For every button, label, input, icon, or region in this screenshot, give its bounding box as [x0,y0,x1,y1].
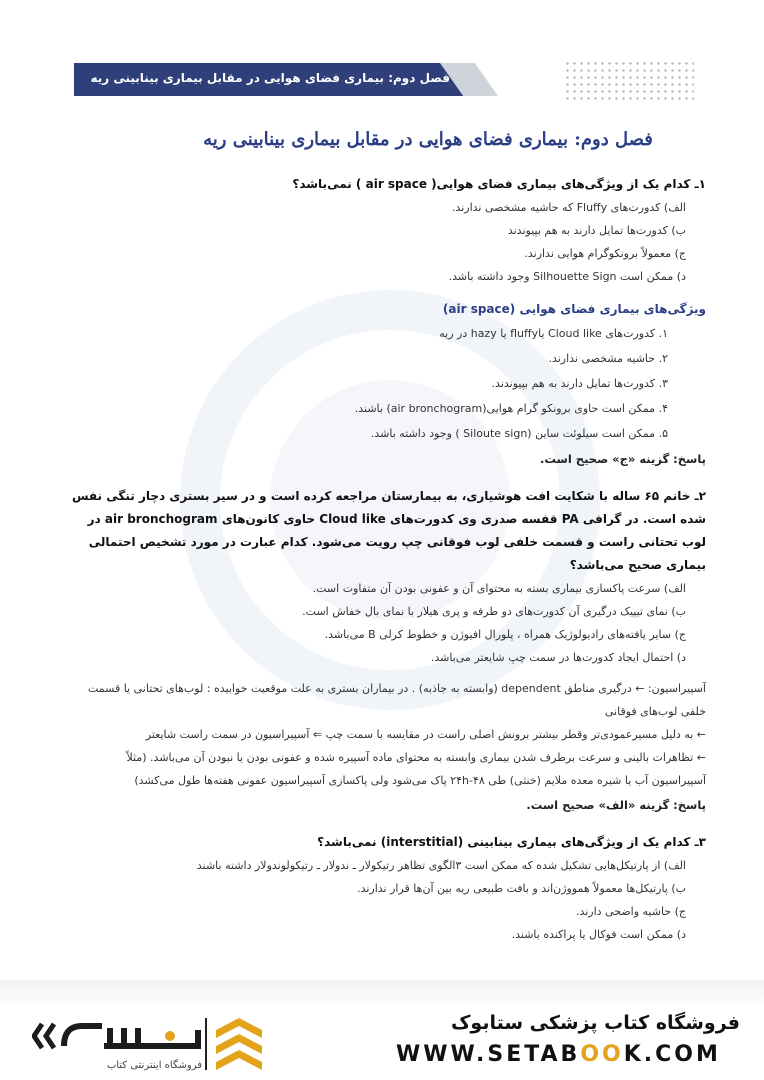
question-3: ۳ـ کدام یک از ویژگی‌های بیماری بینابینی (interstitial) نمی‌باشد؟ [317,835,706,849]
feature-item: ۵. ممکن است سیلوئت ساین (Siloute sign ) وجود داشته باشد. [370,427,668,440]
question-2-option-d: د) احتمال ایجاد کدورت‌ها در سمت چپ شایعتر می‌باشد. [430,651,686,664]
footer-shop-name: فروشگاه کتاب پزشکی ستابوک [450,1012,740,1034]
question-1-option-c: ج) معمولاً برونکوگرام هوایی ندارند. [524,247,686,260]
url-highlight-o: O [602,1042,624,1067]
header-dot-pattern [564,60,694,100]
explanation-note: ← به دلیل مسیرعمودی‌تر وقطر بیشتر برونش اصلی راست در مقایسه با سمت چپ ⇐ آسپیراسیون در سمت راست شایعتر [145,728,706,741]
question-2-option-a: الف) سرعت پاکسازی بیماری بسته به محتوای آن و عفونی بودن آن متفاوت است. [312,582,686,595]
explanation-note: آسپیراسیون: ← درگیری مناطق dependent (وابسته به جاذبه) . در بیماران بستری به علت موقعیت خوابیده : لوب‌های تحتانی یا قسمت خلفی لوب‌های فوقانی [87,682,706,718]
feature-item: ۱. کدورت‌های Cloud like یاfluffy یا hazy در ریه [439,327,668,340]
feature-item: ۲. حاشیه مشخصی ندارند. [548,352,668,365]
air-space-features-title: ویژگی‌های بیماری فضای هوایی (air space) [442,302,706,316]
question-3-option-d: د) ممکن است فوکال یا پراکنده باشند. [511,928,686,941]
question-3-option-b: ب) پارتیکل‌ها معمولاً همووژن‌اند و بافت طبیعی ریه بین آن‌ها قرار ندارند. [357,882,686,895]
explanation-note: ← تظاهرات بالینی و سرعت برطرف شدن بیماری وابسته به محتوای ماده آسپیره شده و عفونی بودن یا نبودن آن می‌باشد. (مثلاً آسپیراسیون آب یا شیره معده ملایم (خنثی) طی ۲۴h-۴۸ پاک می‌شود ولی پاکسازی آسپیراسیون عفونی هفته‌ها طول می‌کشد) [126,751,706,787]
page-content [70,128,706,946]
question-1-answer: پاسخ: گزینه «ج» صحیح است. [540,452,706,466]
feature-item: ۴. ممکن است حاوی برونکو گرام هوایی(air bronchogram) باشند. [354,402,668,415]
question-1: ۱ـ کدام یک از ویژگی‌های بیماری فضای هوایی( air space ) نمی‌باشد؟ [292,177,706,191]
question-1-option-b: ب) کدورت‌ها تمایل دارند به هم بپیوندند [507,224,686,237]
question-2-answer: پاسخ: گزینه «الف» صحیح است. [526,798,706,812]
question-2-option-b: ب) نمای تیپیک درگیری آن کدورت‌های دو طرفه و پری هیلار با نمای بال خفاش است. [302,605,686,618]
running-header-title: فصل دوم: بیماری فضای هوایی در مقابل بیماری بینابینی ریه [90,71,450,85]
footer-website-url[interactable] [396,1042,750,1067]
url-highlight-o: O [580,1042,603,1067]
question-2-option-c: ج) سایر یافته‌های رادیولوژیک همراه ، پلورال افیوژن و خطوط کرلی B می‌باشد. [324,628,686,641]
footer-divider [205,1018,207,1070]
question-3-option-a: الف) از پارتیکل‌هایی تشکیل شده که ممکن است ۳الگوی تظاهر رتیکولار ـ ندولار ـ رتیکولوندولار داشته باشند [196,859,686,872]
chapter-title: فصل دوم: بیماری فضای هوایی در مقابل بیماری بینابینی ریه [203,129,653,150]
question-2: ۲ـ خانم ۶۵ ساله با شکایت افت هوشیاری، به بیمارستان مراجعه کرده است و در سیر بستری دچار تنگی نفس شده است. در گرافی PA قفسه صدری وی کدورت‌های Cloud like حاوی کانون‌های air bronchogram در لوب تحتانی راست و قسمت خلفی لوب فوقانی چپ رویت می‌شود. کدام عبارت در مورد تشخیص احتمالی بیماری صحیح می‌باشد؟ [71,489,706,572]
question-1-option-a: الف) کدورت‌های Fluffy که حاشیه مشخصی ندارند. [451,201,686,214]
url-prefix: WWW.SETAB [396,1042,581,1067]
feature-item: ۳. کدورت‌ها تمایل دارند به هم بپیوندند. [491,377,668,390]
question-3-option-c: ج) حاشیه واضحی دارند. [575,905,686,918]
setabook-logo-wordmark [32,1016,202,1056]
setabook-chevron-icon [214,1016,264,1072]
logo-subtitle: فروشگاه اینترنتی کتاب [106,1060,202,1071]
url-suffix: K.COM [623,1042,721,1067]
question-1-option-d: د) ممکن است Silhouette Sign وجود داشته باشد. [448,270,686,283]
